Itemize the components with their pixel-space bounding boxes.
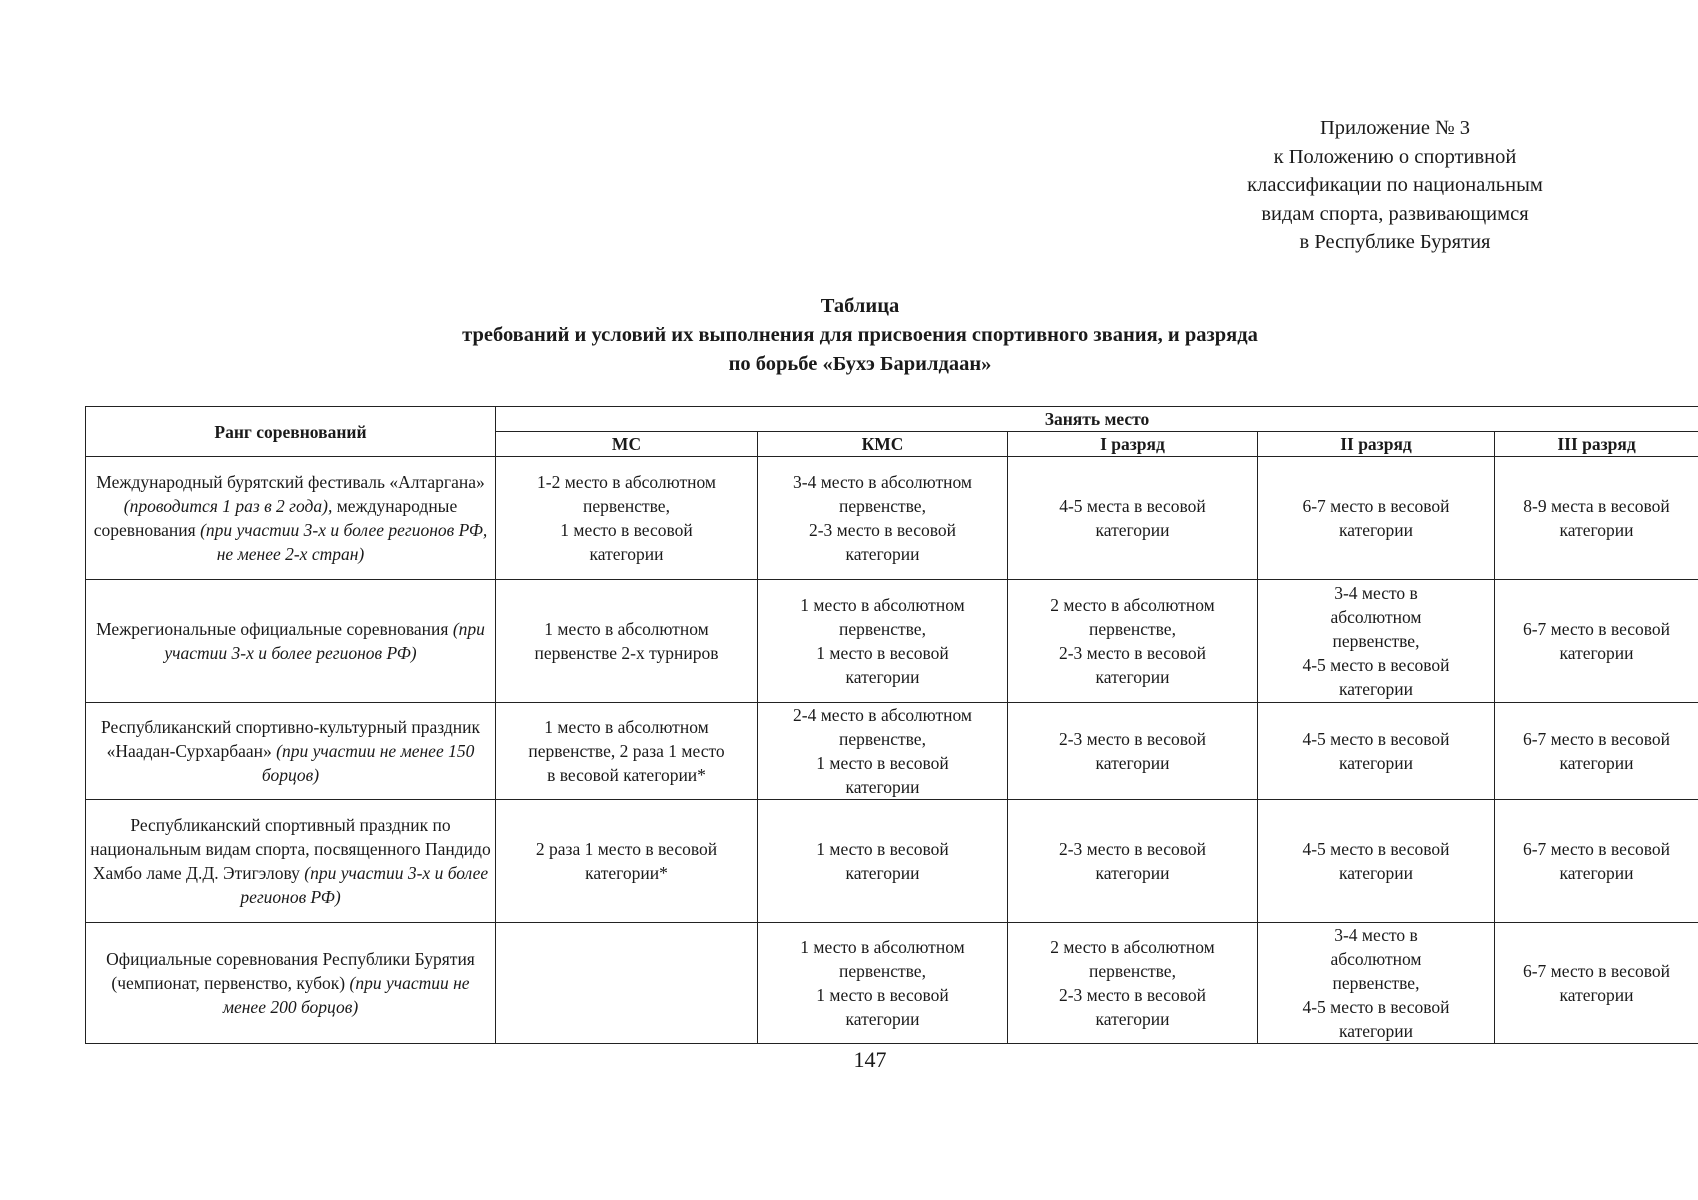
rank-condition: (при участии 3-х и более регионов РФ, не менее 2-х стран) xyxy=(200,520,488,564)
requirement-line: категории xyxy=(1095,667,1170,687)
requirement-line: 2-3 место в весовой xyxy=(1058,839,1207,859)
column-header-rank-1: I разряд xyxy=(1008,432,1258,457)
requirement-cell xyxy=(496,580,758,703)
requirement-line: первенстве, xyxy=(839,961,926,981)
requirement-line: 1-2 место в абсолютном xyxy=(537,472,716,492)
requirement-cell xyxy=(1258,580,1495,703)
requirement-line: категории xyxy=(1559,863,1634,883)
requirement-line: первенстве, xyxy=(583,496,670,516)
requirement-line: 3-4 место в абсолютном xyxy=(793,472,972,492)
requirement-line: 4-5 место в весовой xyxy=(1302,839,1450,859)
rank-name: Межрегиональные официальные соревнования xyxy=(96,619,453,639)
requirement-line: категории xyxy=(1339,863,1413,883)
title-line-3: по борьбе «Бухэ Барилдаан» xyxy=(728,353,992,375)
requirement-line: категории xyxy=(845,863,920,883)
rank-condition: (при участии не менее 200 борцов) xyxy=(222,973,470,1017)
requirement-cell xyxy=(1258,800,1495,923)
requirement-line: категории xyxy=(1339,679,1413,699)
requirement-cell xyxy=(1008,580,1258,703)
column-header-rank-2: II разряд xyxy=(1258,432,1495,457)
requirement-line: 6-7 место в весовой xyxy=(1522,839,1671,859)
requirement-line: 6-7 место в весовой xyxy=(1522,619,1671,639)
requirement-line: 2 место в абсолютном xyxy=(1050,937,1215,957)
rank-cell xyxy=(86,580,496,703)
requirement-line: 3-4 место в xyxy=(1334,925,1418,945)
requirement-line: категории xyxy=(845,777,920,797)
rank-condition: (при участии 3-х и более регионов РФ) xyxy=(164,619,485,663)
requirement-cell xyxy=(1495,923,1698,1044)
requirement-line: категории xyxy=(1559,520,1634,540)
appendix-line: к Положению о спортивной xyxy=(1273,145,1517,168)
table-row xyxy=(86,703,1698,800)
requirement-line: категории xyxy=(1339,520,1413,540)
requirement-line: категории xyxy=(1559,985,1634,1005)
table-row xyxy=(86,800,1698,923)
rank-name: Официальные соревнования Республики Бурятия (чемпионат, первенство, кубок) xyxy=(106,949,475,993)
requirement-line: 6-7 место в весовой xyxy=(1302,496,1450,516)
requirement-cell xyxy=(496,703,758,800)
appendix-note xyxy=(1190,114,1600,257)
requirement-cell xyxy=(1008,457,1258,580)
requirement-cell xyxy=(1495,800,1698,923)
requirement-line: первенстве, xyxy=(1332,973,1420,993)
requirement-line: 1 место в весовой xyxy=(816,985,949,1005)
requirement-line: первенстве, xyxy=(839,496,926,516)
requirement-cell xyxy=(758,923,1008,1044)
requirement-line: 1 место в абсолютном xyxy=(800,595,965,615)
requirement-line: категории xyxy=(845,544,920,564)
requirement-line: 2-3 место в весовой xyxy=(1058,729,1207,749)
requirement-line: 8-9 места в весовой xyxy=(1523,496,1670,516)
requirement-line: категории xyxy=(1559,643,1634,663)
rank-cell xyxy=(86,923,496,1044)
requirement-line: 2-3 место в весовой xyxy=(1058,643,1207,663)
appendix-line: в Республике Бурятия xyxy=(1299,231,1491,253)
requirement-line: 4-5 место в весовой xyxy=(1302,997,1450,1017)
requirement-cell xyxy=(1258,923,1495,1044)
rank-name: Республиканский спортивный праздник по национальным видам спорта, посвященного Пандидо Хамбо ламе Д.Д. Этигэлову xyxy=(90,815,491,883)
requirement-cell xyxy=(1008,703,1258,800)
title-line-1: Таблица xyxy=(820,295,900,317)
requirement-cell xyxy=(758,457,1008,580)
appendix-line: Приложение № 3 xyxy=(1319,117,1471,139)
rank-name: Республиканский спортивно-культурный праздник «Наадан-Сурхарбаан» xyxy=(101,717,480,761)
requirement-line: 2 раза 1 место в весовой xyxy=(535,839,718,859)
table-body xyxy=(86,457,1698,1044)
rank-cell xyxy=(86,703,496,800)
requirement-line: 4-5 место в весовой xyxy=(1302,655,1450,675)
table-title xyxy=(300,292,1420,379)
requirement-cell xyxy=(758,703,1008,800)
requirement-line: категории xyxy=(845,1009,920,1029)
requirement-cell xyxy=(1495,580,1698,703)
requirement-line: первенстве, xyxy=(1089,961,1176,981)
rank-cell xyxy=(86,800,496,923)
requirement-line: 1 место в абсолютном xyxy=(800,937,965,957)
requirement-line: первенстве 2-х турниров xyxy=(534,643,719,663)
table-row xyxy=(86,923,1698,1044)
column-header-kms: КМС xyxy=(758,432,1008,457)
rank-cell xyxy=(86,457,496,580)
requirement-line: абсолютном xyxy=(1330,949,1422,969)
place-header: Занять место xyxy=(496,407,1698,432)
requirement-line: первенстве, xyxy=(839,729,926,749)
requirement-cell xyxy=(496,923,758,1044)
requirement-cell xyxy=(1495,457,1698,580)
rank-condition: (при участии 3-х и более регионов РФ) xyxy=(240,863,489,907)
page-number: 147 xyxy=(853,1047,887,1072)
requirement-cell xyxy=(1008,800,1258,923)
requirement-line: 4-5 место в весовой xyxy=(1302,729,1450,749)
requirement-line: 6-7 место в весовой xyxy=(1522,729,1671,749)
requirement-line: первенстве, xyxy=(1332,631,1420,651)
rank-header: Ранг соревнований xyxy=(86,407,496,457)
requirement-line: 1 место в абсолютном xyxy=(544,619,709,639)
requirement-line: категории xyxy=(845,667,920,687)
rank-name: международные соревнования xyxy=(93,496,458,540)
column-header-rank-3: III разряд xyxy=(1495,432,1698,457)
requirement-line: 2-3 место в весовой xyxy=(808,520,957,540)
requirement-line: категории xyxy=(1559,753,1634,773)
requirement-line: в весовой категории* xyxy=(547,765,706,785)
requirement-line: 1 место в весовой xyxy=(816,839,949,859)
rank-condition: (проводится 1 раз в 2 года), xyxy=(123,496,333,516)
requirement-line: 6-7 место в весовой xyxy=(1522,961,1671,981)
requirement-cell xyxy=(1495,703,1698,800)
requirement-line: 2-3 место в весовой xyxy=(1058,985,1207,1005)
column-header-ms: МС xyxy=(496,432,758,457)
requirement-cell xyxy=(1258,703,1495,800)
requirement-cell xyxy=(1008,923,1258,1044)
requirement-cell xyxy=(496,457,758,580)
requirement-line: 1 место в весовой xyxy=(816,643,949,663)
appendix-line: классификации по национальным xyxy=(1247,174,1543,196)
requirement-line: первенстве, 2 раза 1 место xyxy=(528,741,725,761)
requirements-table xyxy=(85,406,1698,1044)
requirement-line: категории xyxy=(589,544,664,564)
requirement-line: категории xyxy=(1339,753,1413,773)
rank-name: Международный бурятский фестиваль «Алтаргана» xyxy=(96,472,485,492)
requirement-line: 1 место в весовой xyxy=(560,520,693,540)
requirement-line: категории xyxy=(1339,1021,1413,1041)
requirement-cell xyxy=(758,580,1008,703)
appendix-line: видам спорта, развивающимся xyxy=(1261,202,1529,225)
requirement-line: 1 место в абсолютном xyxy=(544,717,709,737)
table-row xyxy=(86,580,1698,703)
requirement-line: 3-4 место в xyxy=(1334,583,1418,603)
table-row xyxy=(86,457,1698,580)
requirement-line: категории* xyxy=(585,863,668,883)
requirement-line: первенстве, xyxy=(1089,619,1176,639)
requirement-line: категории xyxy=(1095,753,1170,773)
requirement-cell xyxy=(758,800,1008,923)
requirement-line: 2-4 место в абсолютном xyxy=(793,705,972,725)
requirement-cell xyxy=(496,800,758,923)
title-line-2: требований и условий их выполнения для присвоения спортивного звания, и разряда xyxy=(462,324,1258,346)
requirement-line: первенстве, xyxy=(839,619,926,639)
requirement-line: категории xyxy=(1095,1009,1170,1029)
requirement-line: 4-5 места в весовой xyxy=(1059,496,1206,516)
requirement-cell xyxy=(1258,457,1495,580)
requirement-line: категории xyxy=(1095,863,1170,883)
requirement-line: 2 место в абсолютном xyxy=(1050,595,1215,615)
requirement-line: 1 место в весовой xyxy=(816,753,949,773)
rank-condition: (при участии не менее 150 борцов) xyxy=(261,741,475,785)
requirement-line: категории xyxy=(1095,520,1170,540)
requirement-line: абсолютном xyxy=(1330,607,1422,627)
